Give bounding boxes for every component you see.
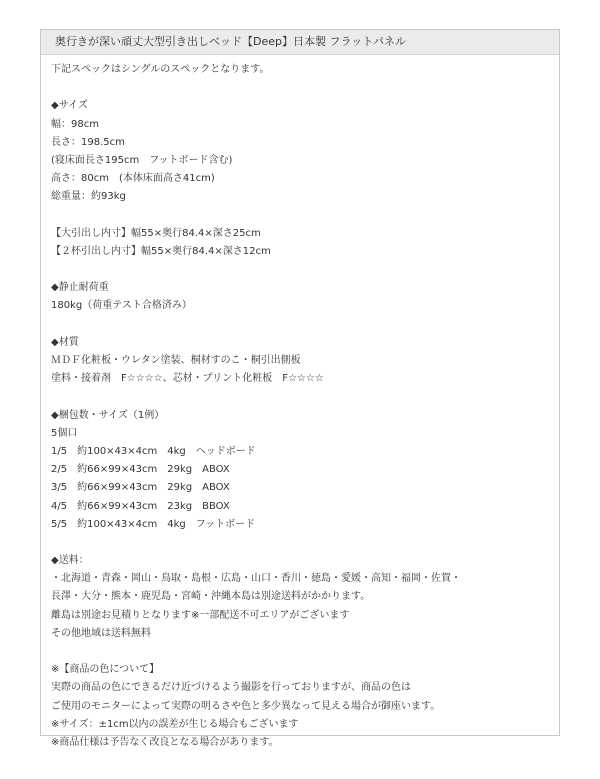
packing-item: 2/5 約66×99×43cm 29kg ABOX — [51, 464, 230, 476]
spacer — [51, 79, 559, 97]
drawer-large: 【大引出し内寸】幅55×奥行84.4×深さ25cm — [51, 227, 261, 239]
load-heading: ◆静止耐荷重 — [51, 282, 109, 294]
drawer-small: 【２杯引出し内寸】幅55×奥行84.4×深さ12cm — [51, 245, 271, 257]
notes-line: ※サイズ：±1cm以内の誤差が生じる場合もございます — [51, 718, 299, 730]
notes-heading: ※【商品の色について】 — [51, 664, 160, 676]
spacer — [51, 316, 559, 334]
spacer — [51, 388, 559, 406]
packing-item: 1/5 約100×43×4cm 4kg ヘッドボード — [51, 445, 256, 457]
size-heading: ◆サイズ — [51, 100, 88, 112]
spacer — [51, 207, 559, 225]
product-title: 奥行きが深い頑丈大型引き出しベッド【Deep】日本製 フラットパネル — [41, 30, 559, 55]
packing-item: 3/5 約66×99×43cm 29kg ABOX — [51, 482, 230, 494]
shipping-line: ・北海道・青森・岡山・鳥取・島根・広島・山口・香川・徳島・愛媛・高知・福岡・佐賀・ — [51, 573, 461, 585]
spacer — [51, 261, 559, 279]
load-value: 180kg（荷重テスト合格済み） — [51, 300, 192, 312]
material-line: ＭＤＦ化粧板・ウレタン塗装、桐材すのこ・桐引出側板 — [51, 355, 301, 366]
spacer — [51, 643, 559, 661]
size-length: 長さ：198.5cm — [51, 136, 125, 148]
spacer — [51, 534, 559, 552]
spec-panel — [40, 29, 560, 748]
notes-line: ご使用のモニターによって実際の明るさや色と多少異なって見える場合が御座います。 — [51, 700, 441, 712]
shipping-line: その他地域は送料無料 — [51, 627, 151, 639]
size-width: 幅：98cm — [51, 118, 99, 130]
shipping-line: 長澤・大分・熊本・鹿児島・宮崎・沖縄本島は別途送料がかかります。 — [51, 591, 371, 603]
shipping-line: 離島は別途お見積りとなります※一部配送不可エリアがございます — [51, 609, 350, 621]
packing-item: 5/5 約100×43×4cm 4kg フットボード — [51, 518, 256, 530]
notes-line: ※商品仕様は予告なく改良となる場合があります。 — [51, 736, 279, 748]
size-weight: 総重量：約93kg — [51, 191, 126, 203]
spec-body — [41, 55, 559, 752]
packing-item: 4/5 約66×99×43cm 23kg BBOX — [51, 500, 230, 512]
material-heading: ◆材質 — [51, 336, 79, 348]
packing-heading: ◆梱包数・サイズ（1例） — [51, 409, 165, 421]
size-bed-length: (寝床面長さ195cm フットボード含む) — [51, 154, 233, 166]
notes-line: 実際の商品の色にできるだけ近づけるよう撮影を行っておりますが、商品の色は — [51, 682, 411, 694]
material-line: 塗料・接着剤 F☆☆☆☆、芯材・プリント化粧板 F☆☆☆☆ — [51, 373, 324, 385]
size-height: 高さ：80cm (本体床面高さ41cm) — [51, 173, 215, 185]
intro-text: 下記スペックはシングルのスペックとなります。 — [51, 64, 270, 75]
packing-count: 5個口 — [51, 427, 78, 439]
shipping-heading: ◆送料： — [51, 555, 89, 567]
